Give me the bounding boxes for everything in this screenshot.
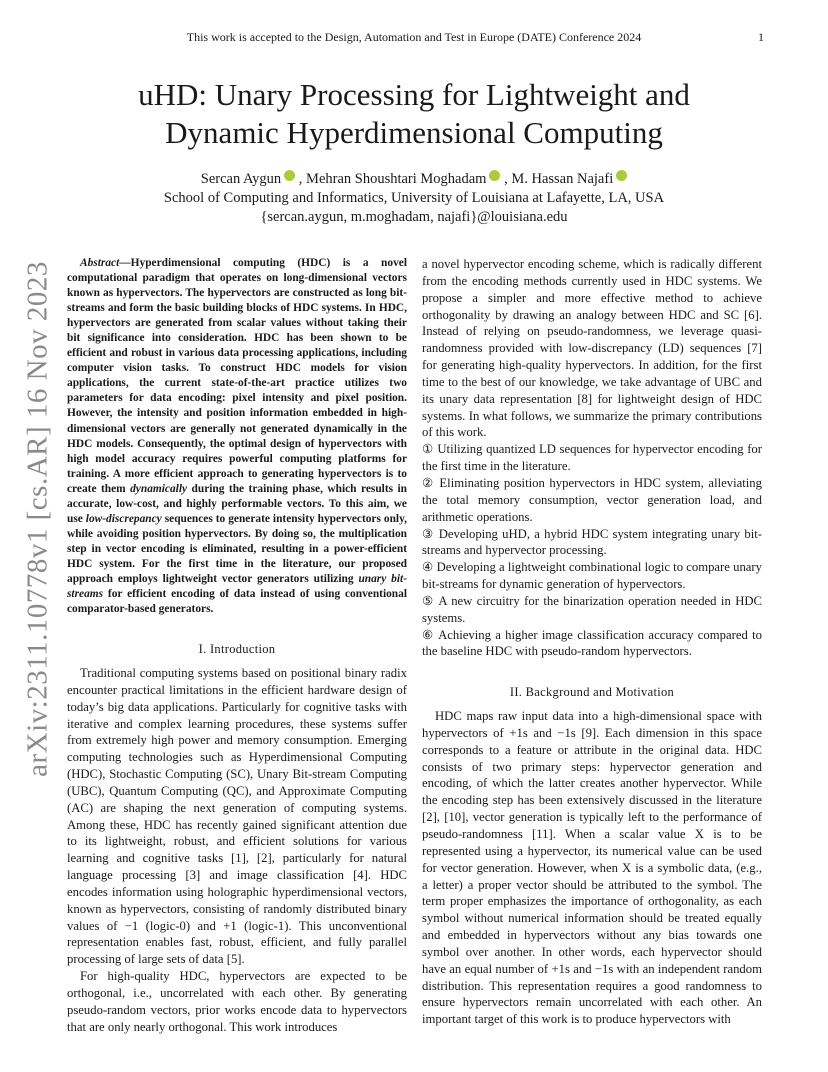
right-column bbox=[422, 256, 762, 1028]
page-number: 1 bbox=[758, 30, 764, 44]
author-names bbox=[0, 170, 828, 189]
author-1: Sercan Aygun bbox=[200, 171, 282, 187]
conference-note: This work is accepted to the Design, Automation and Test in Europe (DATE) Conference 2024 bbox=[186, 30, 642, 44]
author-emails: {sercan.aygun, m.moghadam, najafi}@louisiana.edu bbox=[260, 209, 568, 225]
orcid-icon[interactable] bbox=[489, 170, 500, 181]
author-separator: , bbox=[295, 171, 307, 187]
abstract-dash: — bbox=[119, 257, 131, 269]
arxiv-stamp-text: arXiv:2311.10778v1 [cs.AR] 16 Nov 2023 bbox=[21, 261, 54, 777]
abstract-emphasis-3: unary bit-streams bbox=[67, 572, 407, 601]
abstract-emphasis-1: dynamically bbox=[130, 482, 188, 495]
abstract-label: Abstract bbox=[80, 257, 120, 269]
affiliation: School of Computing and Informatics, University of Louisiana at Lafayette, LA, USA bbox=[163, 190, 665, 206]
abstract bbox=[67, 256, 407, 617]
orcid-icon[interactable] bbox=[616, 170, 627, 181]
abstract-text-4: for efficient encoding of data instead of using conventional comparator-based generators. bbox=[67, 588, 407, 616]
left-column bbox=[67, 256, 407, 1036]
author-block bbox=[0, 170, 828, 227]
abstract-text-2: during the training phase, which results in accurate, low-cost, and highly performable vectors. To this aim, we use bbox=[67, 482, 407, 525]
section-heading-introduction: I. Introduction bbox=[198, 642, 276, 657]
contribution-4: ④ Developing a lightweight combinational logic to compare unary bit-streams for dynamic generation of hypervectors. bbox=[422, 560, 762, 592]
contribution-5: ⑤ A new circuitry for the binarization operation needed in HDC systems. bbox=[422, 593, 762, 625]
contribution-2: ② Eliminating position hypervectors in HDC system, alleviating the total memory consumption, vector generation load, and arithmetic operations. bbox=[422, 475, 762, 524]
author-2: Mehran Shoushtari Moghadam bbox=[306, 171, 487, 187]
author-separator: , bbox=[500, 171, 512, 187]
contribution-6: ⑥ Achieving a higher image classification accuracy compared to the baseline HDC with pseudo-random hypervectors. bbox=[422, 627, 762, 659]
title-line-2: Dynamic Hyperdimensional Computing bbox=[165, 115, 663, 150]
contribution-3: ③ Developing uHD, a hybrid HDC system integrating unary bit-streams and hypervector processing. bbox=[422, 526, 762, 558]
section-heading-background: II. Background and Motivation bbox=[509, 685, 675, 700]
author-3: M. Hassan Najafi bbox=[511, 171, 614, 187]
contribution-1: ① Utilizing quantized LD sequences for hypervector encoding for the first time in the literature. bbox=[422, 442, 762, 474]
background-paragraph-1: HDC maps raw input data into a high-dimensional space with hypervectors of +1s and −1s [9]. Each dimension in this space corresponds to a feature or attribute in the original data. HDC consists of two primary steps: hypervector generation and encoding, of which the latter creates another hypervector. While the encoding step has been extensively discussed in the literature [2], [10], vector generation is typically left to the performance of pseudo-randomness [11]. When a scalar value X is to be represented using a hypervector, its numerical value can be used for vector generation. However, when X is a symbolic data, (e.g., a letter) a proper vector should be attributed to the symbol. The term proper emphasizes the importance of orthogonality, as each symbol without numerical information should be treated equally and embedded in hypervectors without any bias towards one symbol over another. In other words, each hypervector should have an equal number of +1s and −1s with an independent random distribution. This representation requires a good randomness to ensure hypervectors remain uncorrelated with each other. An important target of this work is to produce hypervectors with bbox=[422, 709, 762, 1027]
intro-paragraph-continued: a novel hypervector encoding scheme, which is radically different from the encoding methods currently used in HDC systems. We propose a simpler and more effective method to achieve orthogonality by drawing an analogy between HDC and SC [6]. Instead of relying on pseudo-randomness, we leverage quasi-randomness provided with low-discrepancy (LD) sequences [7] for generating high-quality hypervectors. In addition, for the first time to the best of our knowledge, we take advantage of UBC and its unary data representation [8] for lightweight design of HDC systems. In what follows, we summarize the primary contributions of this work. bbox=[422, 257, 762, 440]
orcid-icon[interactable] bbox=[284, 170, 295, 181]
abstract-text-3: sequences to generate intensity hypervectors only, while avoiding position hypervectors. By doing so, the multiplication step in vector encoding is eliminated, resulting in a power-efficient HDC system. For the first time in the literature, our proposed approach employs lightweight vector generators utilizing bbox=[67, 512, 407, 585]
intro-paragraph-2: For high-quality HDC, hypervectors are expected to be orthogonal, i.e., uncorrelated with each other. By generating pseudo-random vectors, prior works encode data to hypervectors that are only nearly orthogonal. This work introduces bbox=[67, 969, 407, 1034]
abstract-text-1: Hyperdimensional computing (HDC) is a novel computational paradigm that operates on long-dimensional vectors known as hypervectors. The hypervectors are constructed as long bit-streams and form the basic building blocks of HDC systems. In HDC, hypervectors are generated from scalar values without taking their bit significance into consideration. HDC has been shown to be efficient and robust in various data processing applications, including computer vision tasks. To construct HDC models for vision applications, the current state-of-the-art practice utilizes two parameters for data encoding: pixel intensity and pixel position. However, the intensity and position information embedded in high-dimensional vectors are generally not generated dynamically in the HDC models. Consequently, the optimal design of hypervectors with high model accuracy requires powerful computing platforms for training. A more efficient approach to generating hypervectors is to create them bbox=[67, 257, 407, 495]
title-line-1: uHD: Unary Processing for Lightweight and bbox=[138, 77, 690, 112]
paper-title bbox=[0, 76, 828, 152]
intro-paragraph-1: Traditional computing systems based on positional binary radix encounter practical limitations in the efficient hardware design of today’s big data applications. Particularly for cognitive tasks with iterative and complex learning procedures, these systems suffer from extremely high power and memory consumption. Emerging computing technologies such as Hyperdimensional Computing (HDC), Stochastic Computing (SC), Unary Bit-stream Computing (UBC), Quantum Computing (QC), and Approximate Computing (AC) are shaping the next generation of computing systems. Among these, HDC has recently gained significant attention due to its lightweight, robust, and efficient solutions for various learning and cognitive tasks [1], [2], particularly for natural language processing [3] and image classification [4]. HDC encodes information using holographic hyperdimensional vectors, known as hypervectors, consisting of randomly distributed binary values of −1 (logic-0) and +1 (logic-1). This unconventional representation enables fast, robust, efficient, and fully parallel processing of large sets of data [5]. bbox=[67, 665, 407, 967]
abstract-emphasis-2: low-discrepancy bbox=[85, 512, 162, 525]
